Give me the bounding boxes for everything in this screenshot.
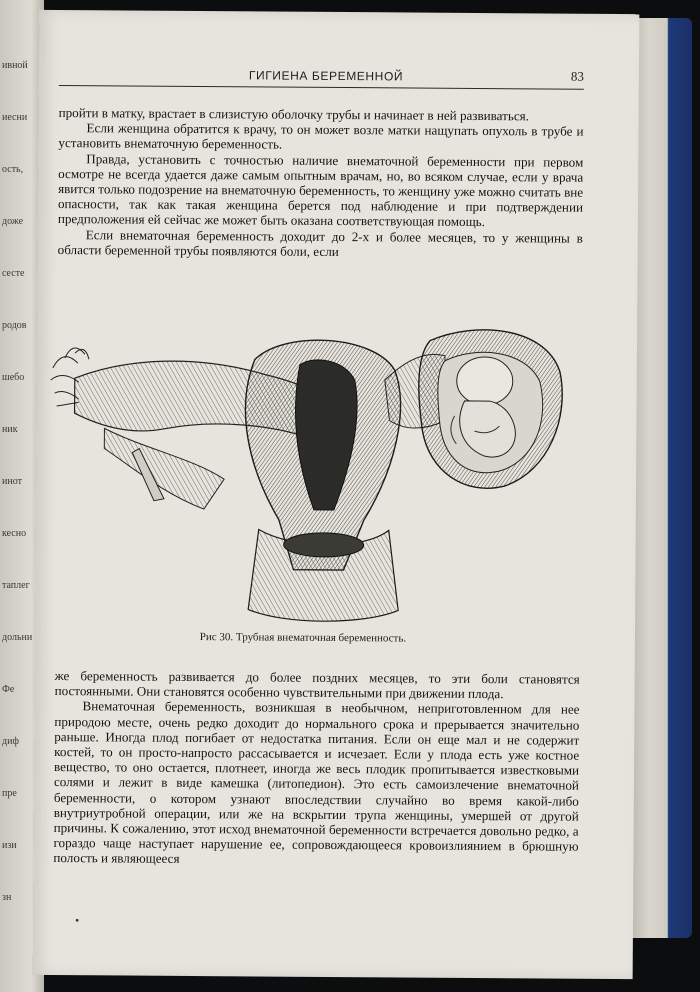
previous-page-text-fragment: ость, (2, 164, 24, 175)
anatomical-illustration (43, 318, 565, 632)
previous-page-text-fragment: ник (2, 424, 18, 435)
running-head: ГИГИЕНА БЕРЕМЕННОЙ (248, 68, 404, 84)
previous-page-text-fragment: сесте (2, 268, 25, 279)
paragraph: же беременность развивается до более поздних месяцев, то эти боли становятся постоянными. Они становятся особенно чувствительными при движении плода. (54, 668, 580, 702)
previous-page-text-fragment: дольни (2, 632, 33, 643)
previous-page-text-fragment: пре (2, 788, 17, 799)
paragraph: пройти в матку, врастает в слизистую оболочку трубы и начинает в ней развиваться. (58, 105, 530, 124)
book-page (33, 10, 640, 979)
page-mark: • (74, 913, 80, 928)
paragraph: Внематочная беременность, возникшая в необычном, неприготовленном для нее природою месте, очень редко доходит до нормального срока и прерывается значительно раньше. Иногда плод погибает от недостатка питания. Если он еще мал и не содержит костей, то он просто-напросто рассасывается и исчезает. Если у плода есть уже костное вещество, то оно остается, плотнеет, иногда же весь плодик пропитывается известковыми солями и лежит в виде камешка (литопедион). Это есть самоизлечение внематочной беременности, о котором узнают впоследствии случайно во время какой-либо внутриутробной операции, или же на вскрытии трупа женщины, умершей от другой причины. К сожалению, этот исход внематочной беременности встречается довольно редко, а гораздо чаще наступает нарушение ее, сопровождающееся кровоизлиянием в брюшную полость и являющееся (53, 698, 580, 867)
paragraph: Если женщина обратится к врачу, то он может возле матки нащупать опухоль в трубе и установить внематочную беременность. (58, 120, 584, 153)
previous-page-text-fragment: зн (2, 892, 12, 903)
previous-page-text-fragment: шебо (2, 372, 25, 383)
page-number: 83 (570, 68, 584, 84)
previous-page-text-fragment: изи (2, 840, 17, 851)
paragraph: Правда, установить с точностью наличие внематочной беременности при первом осмотре не всегда удается даже самым опытным врачам, но, во всяком случае, если у врача явится только подозрение на внематочную беременность, то женщину уже можно считать вне опасности, так как такая женщина берется под наблюдение и при подтверждении предположения ей сейчас же может быть оказана соответствующая помощь. (57, 150, 584, 230)
text-block-top (58, 105, 584, 261)
previous-page-text-fragment: таплег (2, 580, 30, 591)
page-header (59, 65, 584, 90)
previous-page-text-fragment: родов (2, 320, 27, 331)
paragraph: Если внематочная беременность доходит до 2-х и более месяцев, то у женщины в области беременной трубы появляются боли, если (57, 226, 583, 259)
previous-page-text-fragment: инот (2, 476, 22, 487)
text-block-bottom (53, 668, 579, 869)
previous-page-text-fragment: доже (2, 216, 24, 227)
previous-page-text-fragment: иесни (2, 112, 28, 123)
previous-page-text-fragment: диф (2, 736, 19, 747)
figure-caption: Рис 30. Трубная внематочная беременность. (199, 631, 407, 645)
previous-page-text-fragment: ивной (2, 60, 28, 71)
book-spine (630, 18, 692, 938)
figure-illustration (43, 318, 565, 647)
previous-page-text-fragment: кесно (2, 528, 27, 539)
previous-page-text-fragment: Фе (2, 684, 15, 695)
